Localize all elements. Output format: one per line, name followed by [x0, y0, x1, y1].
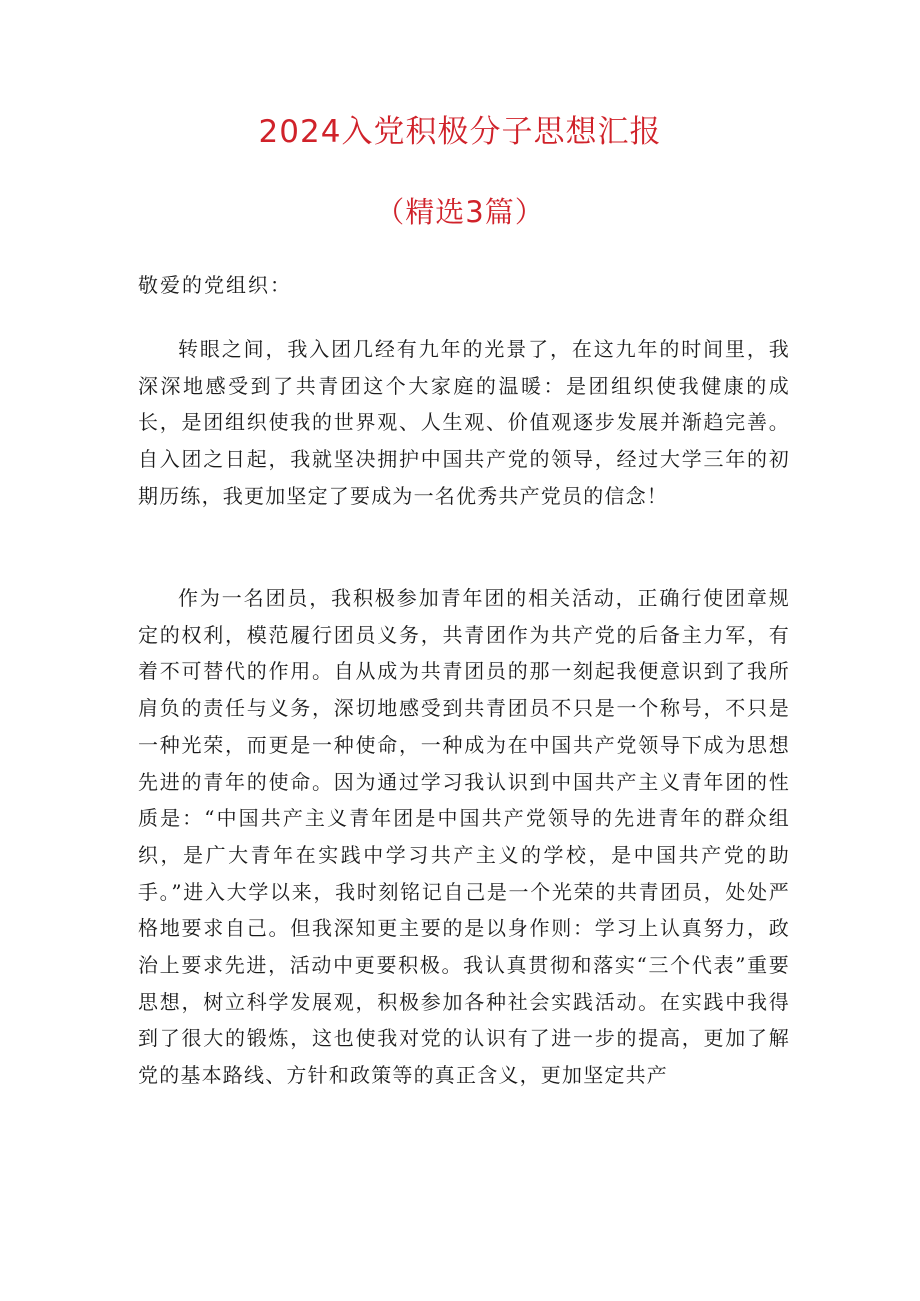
body-paragraph-1: 转眼之间，我入团几经有九年的光景了，在这九年的时间里，我深深地感受到了共青团这个大家庭的温暖：是团组织使我健康的成长，是团组织使我的世界观、人生观、价值观逐步发展并渐趋完善。自入团之日起，我就坚决拥护中国共产党的领导，经过大学三年的初期历练，我更加坚定了要成为一名优秀共产党员的信念！	[138, 337, 790, 508]
salutation: 敬爱的党组织：	[138, 273, 292, 297]
body-paragraph-2: 作为一名团员，我积极参加青年团的相关活动，正确行使团章规定的权利，模范履行团员义务，共青团作为共产党的后备主力军，有着不可替代的作用。自从成为共青团员的那一刻起我便意识到了我所肩负的责任与义务，深切地感受到共青团员不只是一个称号，不只是一种光荣，而更是一种使命，一种成为在中国共产党领导下成为思想先进的青年的使命。因为通过学习我认识到中国共产主义青年团的性质是：“中国共产主义青年团是中国共产党领导的先进青年的群众组织，是广大青年在实践中学习共产主义的学校，是中国共产党的助手。”进入大学以来，我时刻铭记自己是一个光荣的共青团员，处处严格地要求自己。但我深知更主要的是以身作则：学习上认真努力，政治上要求先进，活动中更要积极。我认真贯彻和落实“三个代表”重要思想，树立科学发展观，积极参加各种社会实践活动。在实践中我得到了很大的锻炼，这也使我对党的认识有了进一步的提高，更加了解党的基本路线、方针和政策等的真正含义，更加坚定共产	[138, 586, 790, 1088]
document-title: 2024入党积极分子思想汇报	[258, 114, 662, 150]
document-subtitle: （精选3篇）	[375, 195, 545, 229]
